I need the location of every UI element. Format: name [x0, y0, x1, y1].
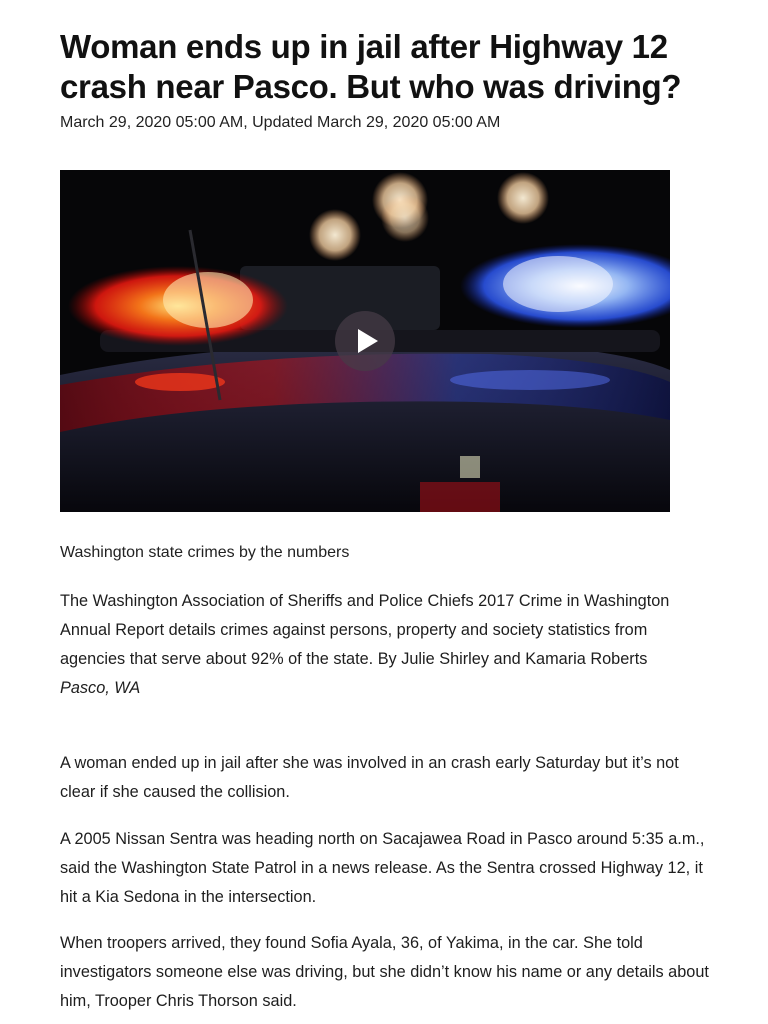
article-headline: Woman ends up in jail after Highway 12 crash near Pasco. But who was driving? — [60, 28, 682, 105]
article-paragraph: A 2005 Nissan Sentra was heading north on Sacajawea Road in Pasco around 5:35 a.m., said the Washington State Patrol in a news release. As the Sentra crossed Highway 12, it hit a Kia Sedona in the intersection. — [60, 830, 705, 906]
article-paragraph: When troopers arrived, they found Sofia Ayala, 36, of Yakima, in the car. She told investigators someone else was driving, but she didn’t know his name or any details about him, Trooper Chris Thorson said. — [60, 934, 709, 1010]
video-caption — [60, 587, 710, 703]
play-button[interactable] — [335, 311, 395, 371]
video-caption-text: The Washington Association of Sheriffs and Police Chiefs 2017 Crime in Washington Annual Report details crimes against persons, property and society statistics from agencies that serve about 92% of the state. By Julie Shirley and Kamaria Roberts — [60, 592, 670, 668]
article-location: Pasco, WA — [60, 679, 141, 697]
video-caption-title: Washington state crimes by the numbers — [60, 544, 350, 561]
play-icon — [358, 329, 378, 353]
video-player[interactable] — [60, 170, 670, 512]
article-paragraph: A woman ended up in jail after she was involved in an crash early Saturday but it’s not clear if she caused the collision. — [60, 754, 679, 801]
article-dateline: March 29, 2020 05:00 AM, Updated March 29, 2020 05:00 AM — [60, 114, 501, 131]
